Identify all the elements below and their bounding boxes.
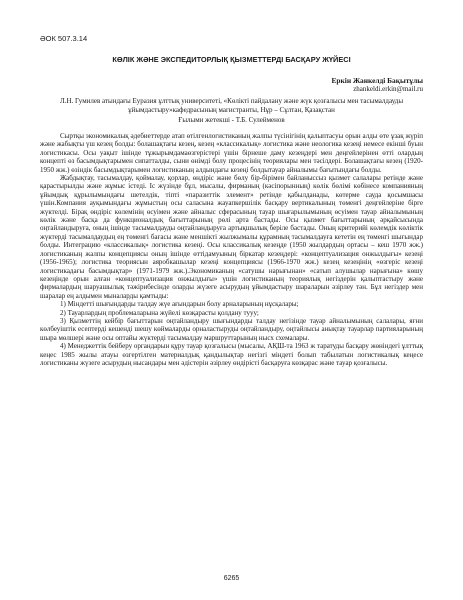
list-item: 1) Міндетті шығындарды талдау жүе ағындарын болу арналарының нұсқалары; <box>60 300 299 309</box>
author-affiliation: Л.Н. Гумилев атындағы Еуразия ұлттық университеті, «Көлікті пайдалану және жүк қозғалысы мен тасымалдауды ұйымдастыру»кафедрасының магистранты, Нұр – Сұлтан, Қазақстан <box>59 97 404 114</box>
author-email: zhankeldi.erkin@mail.ru <box>353 85 423 93</box>
page-number: 6265 <box>223 575 240 582</box>
paragraph: Сыртқы экономикалық әдебиеттерде атап өтілгенлогистиканың жалпы түсінігінің қалыптасуы орын алды өте ұзақ жүріп және жабықты үш кезең болды: болашақтағы кезең, кезең «классикалық» логистика және неологика кезеңі немесе екінші буын логистикасы. Осы уақыт ішінде тұжырымдамаөзгерістері үшін бірнеше даму кезеңдері мен деңгейлерінен өтті олардың концепті өз басымдықтарымен сипатталды, сыни өнімді болу процесінің теориялары мен тәсілдері. Болашақтағы кезең (1920-1950 жж.) өзіндік басымдықтарымен логистиканың алдындағы кезеңі болдытауар айналымы бағытындағы болды. <box>40 132 423 174</box>
list-item: 3) Қызметтің кейбір бағыттарын оңтайландыру шығындарды талдау негізінде тауар айналымының салалары, яғни көлбеуіштік есептерді кешенді шешу көймаларды орналастыруды оңтайландыру, оңтайлысы анықтау тауарлар партияларының шыра мөлшері және осы оптайы жүктерді тасымалдау маршруттарының нысх схемалары. <box>40 316 423 342</box>
author-name: Еркін Жанкелді Бақытұлы <box>331 76 423 85</box>
list-item: 4) Менеджеттік бейберу органдарын құру тауар қозғалысы (мысалы, АҚШ-та 1963 ж таратуды басқару жөніндегі ұлттық кеңес 1985 жылы атауы өзгертілген материалдық қандылықтар негізгі міндеті болып табылатын логистикалық кеңесе логистиканы жүзеге асырудың нысандары мен әдістерін әзірлеу өндірісті басқаруға көзқарас және тауар қозғалысы. <box>40 342 423 367</box>
paper-title: КӨЛІК ЖӘНЕ ЭКСПЕДИТОРЛЫҚ ҚЫЗМЕТТЕРДІ БАСҚАРУ ЖҮЙЕСІ <box>112 55 351 64</box>
list-item: 2) Тауарлардың проблемаларына жүйелі көзқарасты қолдану тууу; <box>60 308 259 317</box>
udc-code: ӘОК 507.3.14 <box>40 34 88 43</box>
body-text <box>40 132 423 367</box>
scientific-advisor: Ғылыми жетекші - Т.Б. Сулейменов <box>178 116 285 124</box>
paragraph: Жабдықтау, тасымалдау, қоймалау, қорлар, өндіріс және бөлу бір-бірімен байланыссыз қызмет салалары ретінде және қарастырылды және жұмыс істеді. Іс жүзінде бұл, мысалы, фирманың (кәсіпорынның) көлік бөлімі көбінесе компанияның ұйымдық құрылымындағы шетелдік, тіпті «паразиттік элемент» ретінде қабылданады, көтерме сауда қосымшасы үшін.Компания ауқымындағы жұмыстың осы саласына жауапкершілік басқару вертикалының төменгі деңгейлеріне бірге жүктелді. Бірақ өндіріс көлемінің өсуімен және айналыс сферасының тауар шығарылымының өсуімен тауар айналымының көлік және басқа да функционалдық бағыттарының рөлі арта бастады. Осы қызмет бағыттарының әрқайсысында оңтайландыруға, оның ішінде тасымалдауды оңтайландыруға артықшылық беріле бастады. Оның критерийі көлемдік көліктік жүктерді тасымалдаудың ең төменгі бағасы және меншікті жылжымалы құрамның тасымалдауға кететін ең төменгі шығындар болды. Интеграцию «классикалық» логистика кезеңі. Осы классикалық кезеңде (1950 жылдардың ортасы – кеш 1970 жж.) логистиканың жалпы концепциясы оның ішінде өттідамуының біркатар кезеңдері: «концептуализация онжылдығы» кезеңі (1956-1965); логистика теориясын аяробкашылар кезеңі концепциясы (1966-1970 жж.) кезең кезеңінің «өзгеріс кезеңі логистикадағы басымдықтар» (1971-1979 жж.).Экономиканың «сатушы нарығынан» «сатып алушылар нарығына» көшу кезеңінде орын алған «концептуализация онжылдығы» үшін логистиканың теориялық негіздерін қалыптастыру және фирмалардың шаруашылық тәжірибесінде оларды жүзеге асырудың ұйымдастыру шараларын әзірлеу тән. Бұл негіздер мен шаралар ең алдымен мыналарды қамтыды: <box>40 174 423 300</box>
